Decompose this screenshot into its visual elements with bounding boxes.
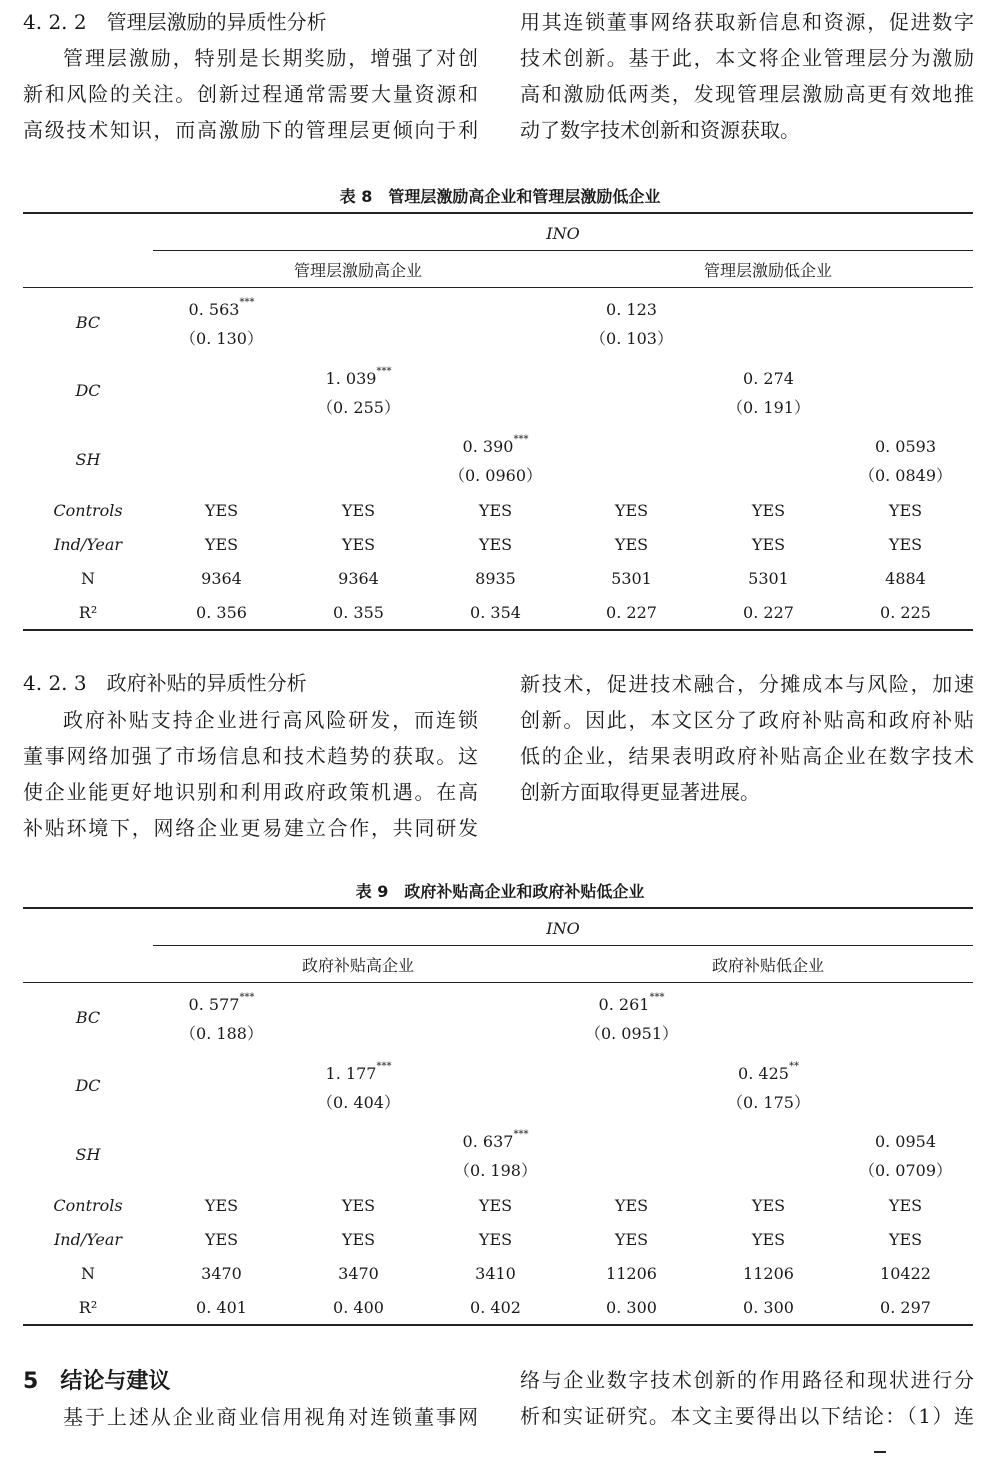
section-title: 政府补贴的异质性分析 — [106, 671, 307, 695]
table-cell: 0. 297 — [880, 1298, 931, 1317]
table-cell: 11206 — [606, 1264, 657, 1283]
text-line: 董事网络加强了市场信息和技术趋势的获取。这 — [23, 744, 478, 768]
section-number: 5 — [23, 1369, 39, 1394]
table-cell: YES — [204, 535, 239, 554]
standard-error-cell: （0. 0709） — [858, 1161, 953, 1180]
paragraph-4-2-3-right — [520, 666, 974, 810]
coefficient-cell: 0. 261*** — [598, 992, 665, 1014]
table-9-top-rule — [23, 907, 973, 909]
table-cell: YES — [888, 501, 923, 520]
table-cell: YES — [478, 1230, 513, 1249]
table-cell: 0. 355 — [333, 603, 384, 622]
table-cell: YES — [341, 501, 376, 520]
page-edge-mark — [874, 1451, 886, 1453]
standard-error-cell: （0. 0960） — [448, 466, 543, 485]
standard-error-cell: （0. 188） — [180, 1024, 263, 1043]
row-label-dc: DC — [75, 381, 101, 400]
row-label-r2: R² — [78, 603, 98, 622]
table-cell: 0. 227 — [606, 603, 657, 622]
table-cell: YES — [614, 1230, 649, 1249]
table-cell: 0. 402 — [470, 1298, 521, 1317]
row-label-n: N — [81, 569, 95, 588]
paragraph-4-2-2-left — [23, 40, 478, 148]
table-9-dependent-variable: INO — [546, 919, 580, 938]
standard-error-cell: （0. 0951） — [584, 1024, 679, 1043]
table-cell: 0. 401 — [196, 1298, 247, 1317]
table-cell: 0. 227 — [743, 603, 794, 622]
row-label-r2: R² — [78, 1298, 98, 1317]
section-heading-4-2-3 — [23, 669, 307, 697]
text-line: 管理层激励，特别是长期奖励，增强了对创 — [63, 46, 478, 70]
table-cell: YES — [478, 501, 513, 520]
row-label-bc: BC — [75, 1008, 101, 1027]
text-line: 析和实证研究。本文主要得出以下结论：（1）连 — [520, 1404, 974, 1428]
table-cell: YES — [614, 1196, 649, 1215]
table-cell: YES — [614, 501, 649, 520]
row-label-controls: Controls — [53, 501, 123, 520]
standard-error-cell: （0. 191） — [727, 398, 810, 417]
standard-error-cell: （0. 404） — [317, 1093, 400, 1112]
coefficient-cell: 0. 563*** — [188, 297, 255, 319]
standard-error-cell: （0. 130） — [180, 329, 263, 348]
table-cell: 0. 356 — [196, 603, 247, 622]
coefficient-cell: 0. 390*** — [462, 434, 529, 456]
table-cell: 0. 300 — [606, 1298, 657, 1317]
table-8-dependent-variable: INO — [546, 224, 580, 243]
coefficient-cell: 0. 577*** — [188, 992, 255, 1014]
row-label-ind-year: Ind/Year — [53, 1230, 123, 1249]
text-line: 技术创新。基于此，本文将企业管理层分为激励 — [520, 46, 974, 70]
table-cell: YES — [888, 1230, 923, 1249]
standard-error-cell: （0. 198） — [454, 1161, 537, 1180]
text-line: 创新。因此，本文区分了政府补贴高和政府补贴 — [520, 708, 974, 732]
standard-error-cell: （0. 103） — [590, 329, 673, 348]
table-8-caption: 表 8 管理层激励高企业和管理层激励低企业 — [339, 187, 661, 206]
table-cell: YES — [341, 1230, 376, 1249]
table-8-group-low: 管理层激励低企业 — [703, 261, 832, 280]
row-label-sh: SH — [75, 1145, 101, 1164]
table-cell: 3470 — [338, 1264, 379, 1283]
table-cell: 0. 400 — [333, 1298, 384, 1317]
table-cell: YES — [614, 535, 649, 554]
paragraph-5-right — [520, 1362, 974, 1434]
section-heading-4-2-2 — [23, 8, 327, 36]
text-line: 用其连锁董事网络获取新信息和资源，促进数字 — [520, 10, 974, 34]
table-cell: 4884 — [885, 569, 926, 588]
text-line: 补贴环境下，网络企业更易建立合作，共同研发 — [23, 816, 478, 840]
row-label-sh: SH — [75, 450, 101, 469]
paragraph-4-2-3-left — [23, 702, 478, 846]
paragraph-4-2-2-right — [520, 4, 974, 148]
table-cell: YES — [478, 535, 513, 554]
section-heading-5 — [23, 1364, 170, 1395]
standard-error-cell: （0. 0849） — [858, 466, 953, 485]
table-9-caption: 表 9 政府补贴高企业和政府补贴低企业 — [355, 882, 645, 901]
table-8-top-rule — [23, 212, 973, 214]
coefficient-cell: 0. 274 — [743, 369, 794, 388]
table-cell: 9364 — [338, 569, 379, 588]
coefficient-cell: 0. 637*** — [462, 1129, 529, 1151]
text-line: 新和风险的关注。创新过程通常需要大量资源和 — [23, 82, 478, 106]
table-8-header-rule — [23, 287, 973, 288]
table-9-group-high: 政府补贴高企业 — [301, 956, 414, 975]
table-cell: 0. 225 — [880, 603, 931, 622]
coefficient-cell: 0. 123 — [606, 300, 657, 319]
coefficient-cell: 0. 0954 — [874, 1132, 937, 1151]
table-cell: YES — [751, 535, 786, 554]
section-title: 结论与建议 — [60, 1369, 171, 1394]
table-cell: YES — [478, 1196, 513, 1215]
coefficient-cell: 0. 425** — [738, 1061, 799, 1083]
coefficient-cell: 0. 0593 — [874, 437, 937, 456]
table-cell: 0. 300 — [743, 1298, 794, 1317]
text-line: 使企业能更好地识别和利用政府政策机遇。在高 — [23, 780, 478, 804]
row-label-controls: Controls — [53, 1196, 123, 1215]
text-line: 基于上述从企业商业信用视角对连锁董事网 — [63, 1405, 478, 1429]
row-label-dc: DC — [75, 1076, 101, 1095]
text-line: 络与企业数字技术创新的作用路径和现状进行分 — [520, 1368, 974, 1392]
row-label-n: N — [81, 1264, 95, 1283]
text-line: 高级技术知识，而高激励下的管理层更倾向于利 — [23, 118, 478, 142]
text-line: 高和激励低两类，发现管理层激励高更有效地推 — [520, 82, 974, 106]
table-cell: 3410 — [475, 1264, 516, 1283]
table-cell: 10422 — [880, 1264, 931, 1283]
table-cell: YES — [888, 535, 923, 554]
table-cell: YES — [341, 535, 376, 554]
table-9-header-rule — [23, 982, 973, 983]
table-cell: YES — [341, 1196, 376, 1215]
table-8-dep-rule — [153, 250, 973, 251]
table-cell: 5301 — [611, 569, 652, 588]
table-cell: 11206 — [743, 1264, 794, 1283]
text-line: 低的企业，结果表明政府补贴高企业在数字技术 — [520, 744, 974, 768]
coefficient-cell: 1. 177*** — [325, 1061, 392, 1083]
table-cell: 9364 — [201, 569, 242, 588]
table-8-group-high: 管理层激励高企业 — [293, 261, 422, 280]
standard-error-cell: （0. 255） — [317, 398, 400, 417]
text-line: 动了数字技术创新和资源获取。 — [520, 118, 800, 142]
table-cell: YES — [751, 1196, 786, 1215]
coefficient-cell: 1. 039*** — [325, 366, 392, 388]
paragraph-5-left — [23, 1399, 478, 1435]
table-8-bottom-rule — [23, 629, 973, 631]
row-label-ind-year: Ind/Year — [53, 535, 123, 554]
table-cell: YES — [204, 501, 239, 520]
section-title: 管理层激励的异质性分析 — [106, 10, 327, 34]
text-line: 新技术，促进技术融合，分摊成本与风险，加速 — [520, 672, 974, 696]
table-cell: 5301 — [748, 569, 789, 588]
text-line: 创新方面取得更显著进展。 — [520, 780, 760, 804]
section-number: 4. 2. 3 — [23, 671, 87, 695]
table-cell: YES — [888, 1196, 923, 1215]
table-9-dep-rule — [153, 945, 973, 946]
table-cell: YES — [204, 1230, 239, 1249]
table-9-bottom-rule — [23, 1324, 973, 1326]
section-number: 4. 2. 2 — [23, 10, 87, 34]
row-label-bc: BC — [75, 313, 101, 332]
text-line: 政府补贴支持企业进行高风险研发，而连锁 — [63, 708, 478, 732]
table-cell: YES — [204, 1196, 239, 1215]
table-cell: 0. 354 — [470, 603, 521, 622]
table-cell: YES — [751, 1230, 786, 1249]
table-9-group-low: 政府补贴低企业 — [711, 956, 824, 975]
table-cell: 8935 — [475, 569, 516, 588]
table-cell: YES — [751, 501, 786, 520]
standard-error-cell: （0. 175） — [727, 1093, 810, 1112]
table-cell: 3470 — [201, 1264, 242, 1283]
